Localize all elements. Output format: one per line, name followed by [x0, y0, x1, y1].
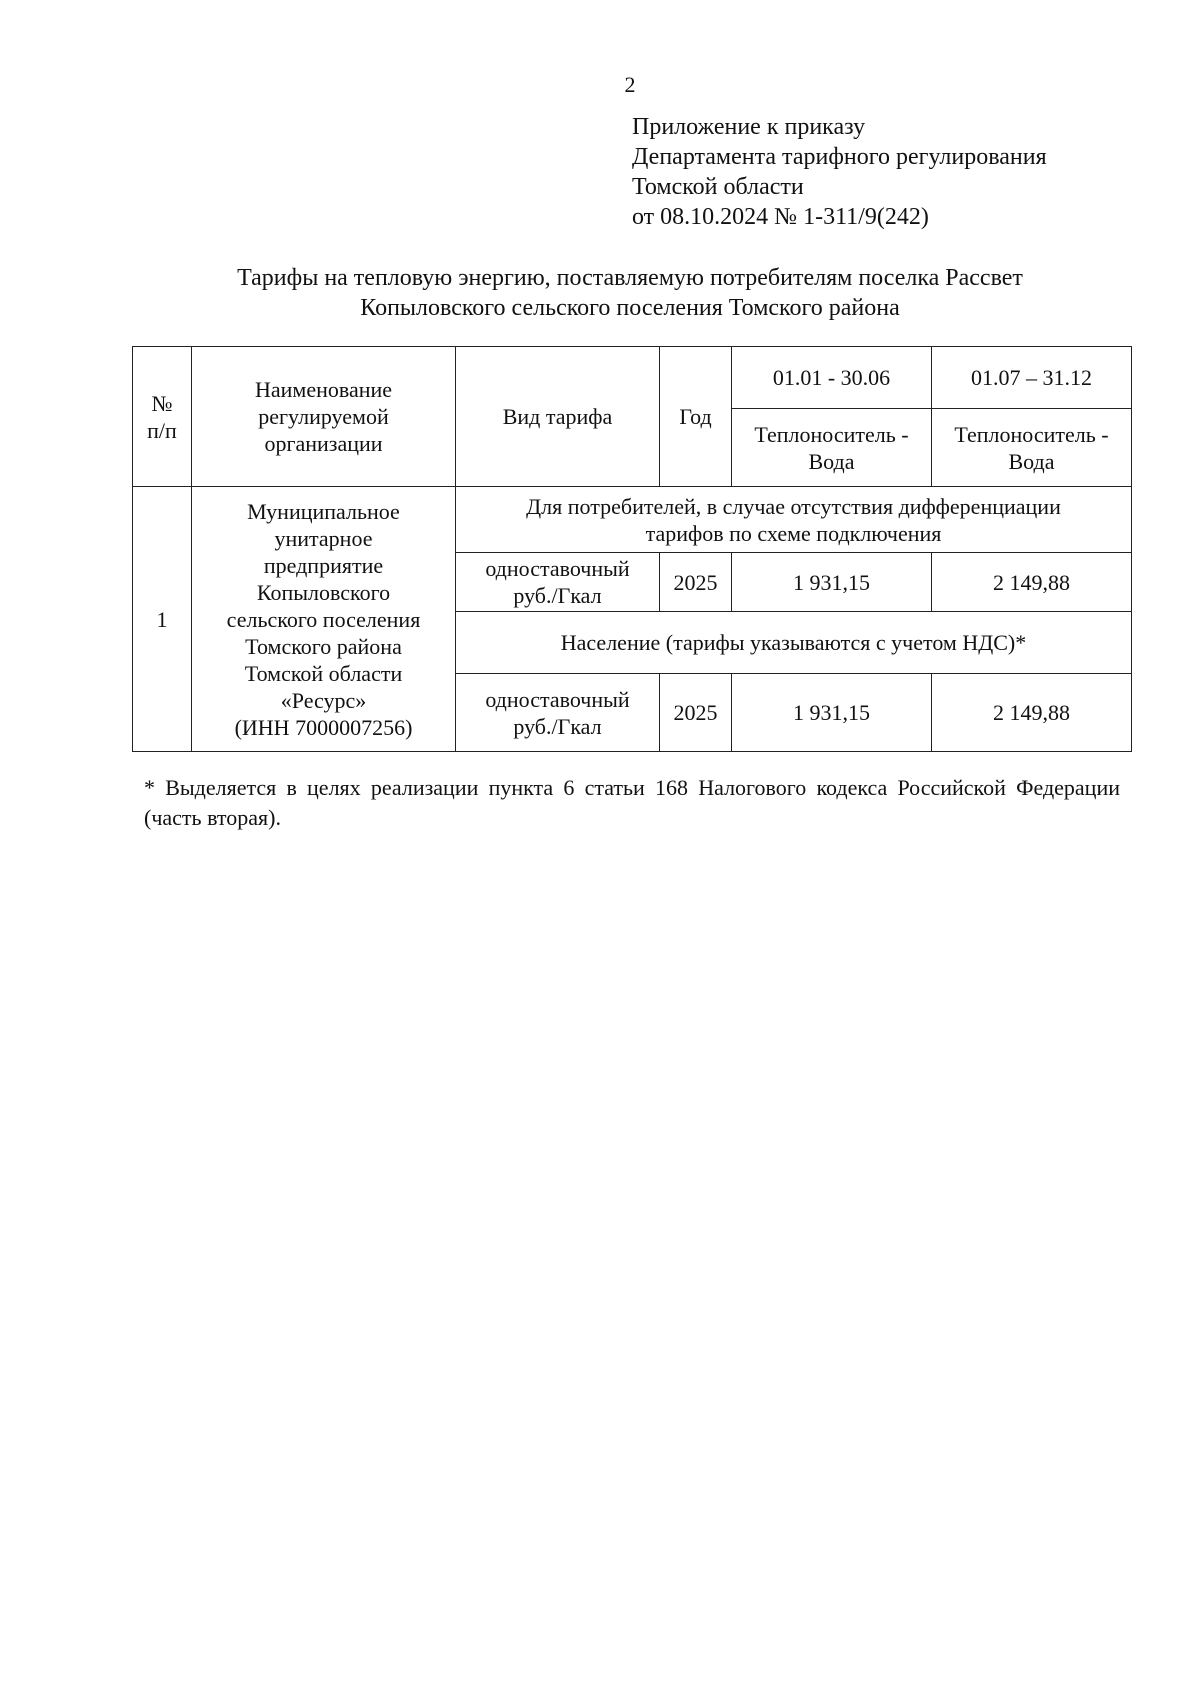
header-org-name — [192, 347, 456, 487]
tariff-table — [132, 346, 1132, 752]
section-label-line: тарифов по схеме подключения — [645, 520, 942, 546]
org-line: Томского района — [245, 633, 402, 659]
header-carrier-line: Теплоноситель - — [954, 421, 1109, 447]
title-line: Тарифы на тепловую энергию, поставляемую потребителям поселка Рассвет — [237, 265, 1023, 291]
footnote: * Выделяется в целях реализации пункта 6 статьи 168 Налогового кодекса Российской Федерации (часть вторая). — [144, 775, 1120, 830]
section-label-line: Для потребителей, в случае отсутствия дифференциации — [526, 493, 1061, 519]
header-org-line: организации — [264, 431, 383, 456]
document-title — [130, 263, 1130, 323]
org-line: унитарное — [274, 525, 373, 551]
header-period-2: 01.07 – 31.12 — [932, 347, 1132, 409]
year-cell: 2025 — [660, 674, 732, 752]
org-line: сельского поселения — [226, 606, 421, 632]
tariff-type-cell — [456, 674, 660, 752]
header-num-line: № — [151, 390, 173, 416]
page-number: 2 — [624, 72, 636, 97]
organization-name — [192, 487, 456, 752]
header-org-line: регулируемой — [258, 404, 389, 429]
section-label-consumers — [456, 487, 1132, 553]
header-num-line: п/п — [147, 417, 177, 443]
tariff-type-line: руб./Гкал — [513, 713, 602, 739]
tariff-type-line: одноставочный — [485, 556, 630, 581]
appendix-line: Приложение к приказу — [632, 114, 866, 140]
tariff-value-period-1: 1 931,15 — [732, 553, 932, 612]
header-carrier-2 — [932, 409, 1132, 487]
org-line: (ИНН 7000007256) — [234, 714, 413, 740]
appendix-line: Томской области — [632, 174, 804, 200]
section-label-population: Население (тарифы указываются с учетом НДС)* — [456, 612, 1132, 674]
row-number: 1 — [133, 487, 192, 752]
org-line: «Ресурс» — [280, 687, 367, 713]
section-row — [133, 487, 1132, 553]
header-org-line: Наименование — [254, 377, 393, 402]
header-carrier-1 — [732, 409, 932, 487]
appendix-block — [632, 112, 1047, 232]
org-line: Копыловского — [256, 579, 391, 605]
appendix-line: Департамента тарифного регулирования — [632, 144, 1047, 170]
header-carrier-line: Теплоноситель - — [754, 421, 909, 447]
header-tariff-type: Вид тарифа — [456, 347, 660, 487]
tariff-value-period-1: 1 931,15 — [732, 674, 932, 752]
header-num — [133, 347, 192, 487]
tariff-type-line: руб./Гкал — [513, 583, 602, 608]
tariff-value-period-2: 2 149,88 — [932, 553, 1132, 612]
header-row — [133, 347, 1132, 409]
title-line: Копыловского сельского поселения Томского района — [360, 295, 900, 321]
header-year: Год — [660, 347, 732, 487]
header-carrier-line: Вода — [808, 448, 855, 474]
appendix-line: от 08.10.2024 № 1-311/9(242) — [632, 204, 929, 230]
header-period-1: 01.01 - 30.06 — [732, 347, 932, 409]
org-line: предприятие — [263, 552, 384, 578]
org-line: Томской области — [244, 660, 403, 686]
tariff-value-period-2: 2 149,88 — [932, 674, 1132, 752]
org-line: Муниципальное — [247, 498, 400, 524]
header-carrier-line: Вода — [1008, 448, 1055, 474]
year-cell: 2025 — [660, 553, 732, 612]
tariff-type-line: одноставочный — [485, 686, 630, 712]
tariff-type-cell — [456, 553, 660, 612]
